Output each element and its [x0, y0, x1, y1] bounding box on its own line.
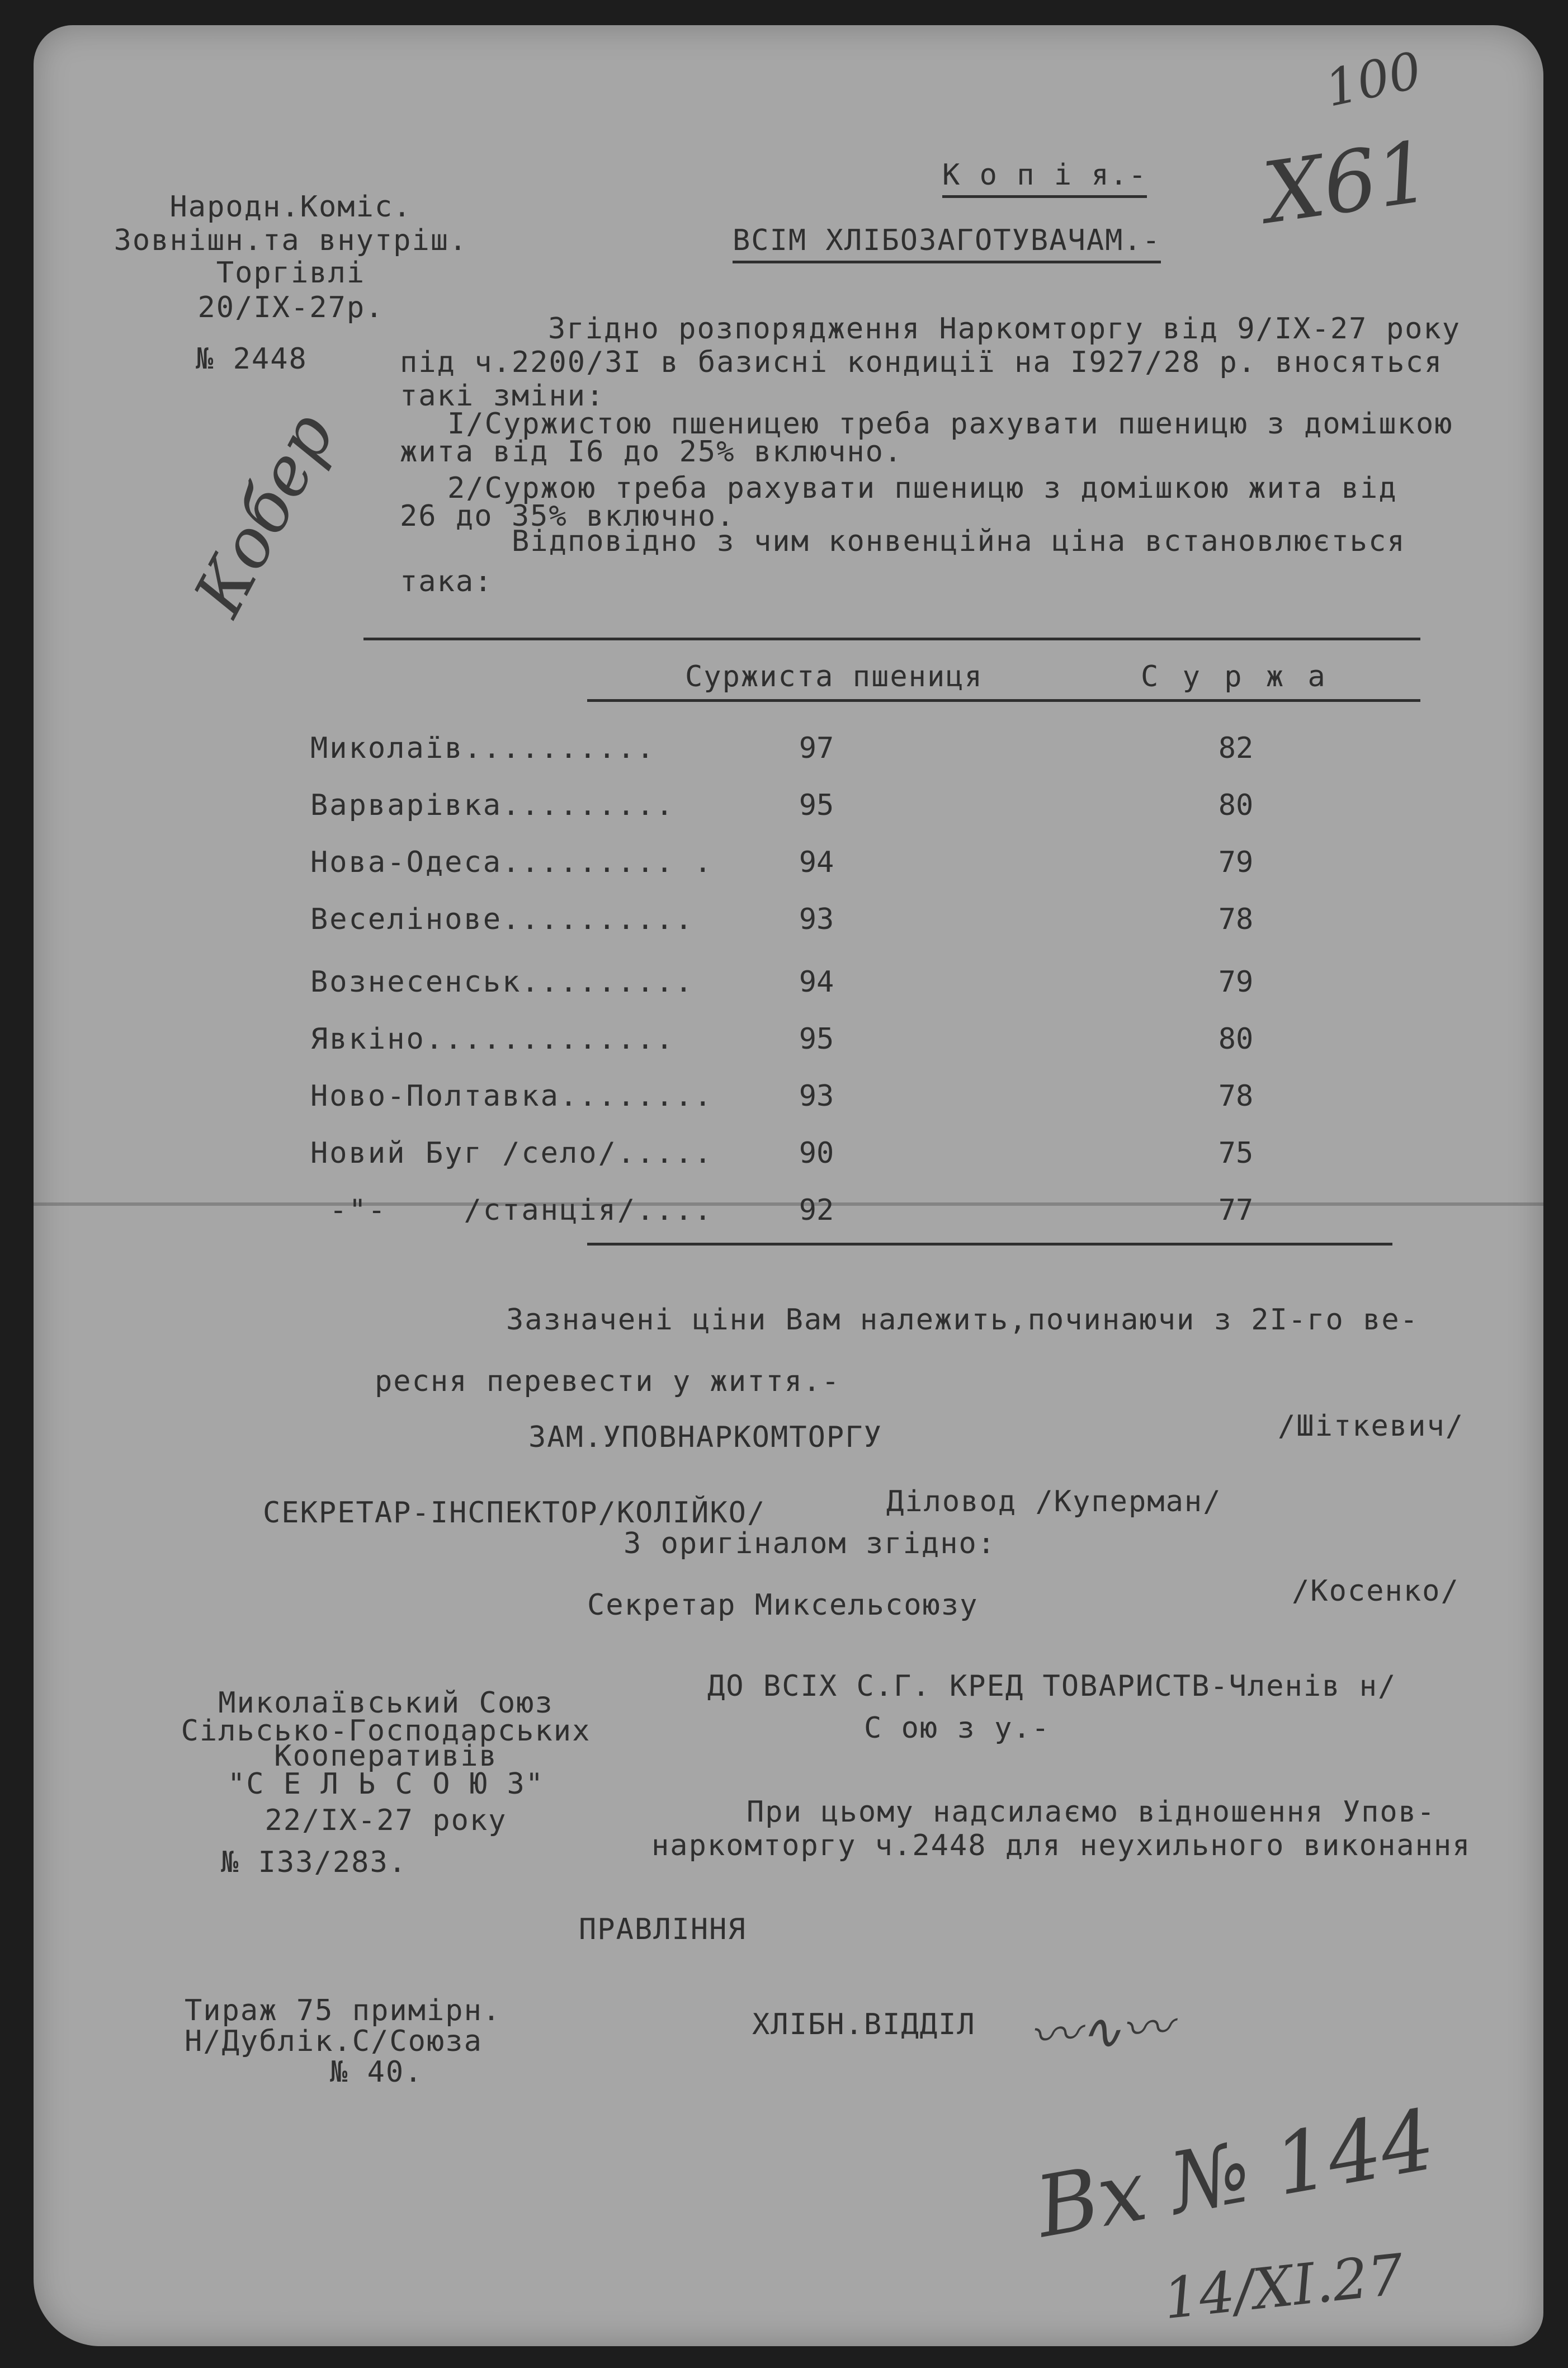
- union-line: Миколаївський Союз: [218, 1686, 554, 1720]
- table-row: [0, 965, 1568, 1004]
- table-row: [0, 1022, 1568, 1062]
- table-row: [0, 903, 1568, 942]
- union-line: 22/IX-27 року: [265, 1804, 507, 1837]
- surzha-price: 82: [1218, 732, 1254, 765]
- body-line: жита від I6 до 25% включно.: [400, 435, 903, 469]
- incoming-number-handwritten: Вх № 144: [1029, 2091, 1442, 2257]
- surzha-price: 77: [1218, 1194, 1254, 1227]
- table-header-rule: [587, 699, 1420, 702]
- place-name: Явкіно.............: [310, 1022, 675, 1056]
- body-line: 26 до 35% включно.: [400, 499, 735, 533]
- print-run: Тираж 75 примірн.: [185, 1994, 502, 2027]
- place-name: Нова-Одеса......... .: [310, 846, 714, 879]
- place-name: Варварівка.........: [310, 789, 675, 822]
- deputy-name: /Шіткевич/: [1278, 1409, 1465, 1443]
- table-row: [0, 1194, 1568, 1233]
- to-members-line: С ою з у.-: [864, 1711, 1051, 1745]
- union-line: Сільсько-Господарських: [181, 1714, 591, 1748]
- table-header-wheat: Суржиста пшениця: [685, 660, 983, 694]
- union-line: Кооперативів: [274, 1739, 498, 1773]
- body-line: Згідно розпорядження Наркомторгу від 9/IX-27 року: [548, 312, 1461, 346]
- place-name: Миколаїв..........: [310, 732, 656, 765]
- margin-note-handwritten: Кобер: [180, 400, 350, 628]
- table-row: [0, 1136, 1568, 1176]
- body-line: під ч.2200/3I в базисні кондиції на I927/28 р. вносяться: [400, 346, 1443, 379]
- wheat-price: 95: [799, 789, 834, 822]
- table-header-surzha: С у р ж а: [1141, 660, 1329, 694]
- surzha-price: 78: [1218, 903, 1254, 936]
- print-run: Н/Дублік.С/Союза: [185, 2025, 483, 2058]
- grain-dept-label: ХЛІБН.ВІДДІЛ: [752, 2008, 976, 2041]
- addressee-title: ВСІМ ХЛІБОЗАГОТУВАЧАМ.-: [733, 224, 1161, 257]
- place-name: Новий Буг /село/.....: [310, 1136, 714, 1170]
- signature: 〰∿〰: [1027, 1998, 1174, 2067]
- surzha-price: 80: [1218, 789, 1254, 822]
- issuer-line: Зовнішн.та внутріш.: [114, 224, 468, 257]
- body-line: така:: [400, 565, 493, 598]
- wheat-price: 95: [799, 1022, 834, 1056]
- copy-label: К о п і я.-: [942, 158, 1147, 192]
- original-note: З оригіналом згідно:: [624, 1527, 996, 1560]
- table-row: [0, 789, 1568, 828]
- table-row: [0, 1079, 1568, 1119]
- surzha-price: 79: [1218, 965, 1254, 999]
- body-line: такі зміни:: [400, 379, 605, 413]
- send-line: При цьому надсилаємо відношення Упов-: [747, 1795, 1436, 1829]
- place-name: Вознесенськ.........: [310, 965, 695, 999]
- print-run: № 40.: [330, 2055, 423, 2089]
- archive-mark-handwritten: Х61: [1258, 123, 1437, 243]
- place-name: -"- /станція/....: [310, 1194, 714, 1227]
- wheat-price: 90: [799, 1136, 834, 1170]
- deputy-title: ЗАМ.УПОВНАРКОМТОРГУ: [528, 1421, 882, 1454]
- body-line: I/Суржистою пшеницею треба рахувати пшеницю з домішкою: [447, 407, 1453, 441]
- closing-line: ресня перевести у життя.-: [375, 1365, 840, 1398]
- table-bottom-rule: [587, 1243, 1392, 1246]
- issuer-line: Народн.Коміс.: [169, 190, 412, 224]
- surzha-price: 78: [1218, 1079, 1254, 1113]
- body-line: Відповідно з чим конвенційна ціна встановлюється: [512, 525, 1406, 558]
- surzha-price: 79: [1218, 846, 1254, 879]
- table-row: [0, 732, 1568, 771]
- clerk: Діловод /Куперман/: [886, 1485, 1222, 1518]
- send-line: наркомторгу ч.2448 для неухильного виконання: [651, 1829, 1471, 1862]
- wheat-price: 92: [799, 1194, 834, 1227]
- wheat-price: 97: [799, 732, 834, 765]
- union-line: "С Е Л Ь С О Ю З": [227, 1767, 545, 1801]
- issuer-date: 20/IX-27р.: [197, 291, 384, 324]
- board-label: ПРАВЛІННЯ: [579, 1913, 747, 1946]
- incoming-date-handwritten: 14/XI.27: [1160, 2241, 1407, 2332]
- wheat-price: 93: [799, 903, 834, 936]
- union-number: № I33/283.: [221, 1846, 408, 1879]
- wheat-price: 94: [799, 846, 834, 879]
- document-number: № 2448: [196, 342, 308, 376]
- body-line: 2/Суржою треба рахувати пшеницю з домішкою жита від: [447, 471, 1397, 505]
- closing-line: Зазначені ціни Вам належить,починаючи з 2I-го ве-: [506, 1303, 1419, 1337]
- union-secretary: Секретар Миксельсоюзу: [587, 1588, 979, 1622]
- table-top-rule: [363, 638, 1420, 640]
- place-name: Ново-Полтавка........: [310, 1079, 714, 1113]
- to-members-line: ДО ВСІХ С.Г. КРЕД ТОВАРИСТВ-Членів н/: [707, 1669, 1397, 1703]
- secretary-inspector: СЕКРЕТАР-ІНСПЕКТОР/КОЛІЙКО/: [263, 1496, 766, 1530]
- issuer-line: Торгівлі: [216, 256, 366, 290]
- place-name: Веселінове..........: [310, 903, 695, 936]
- wheat-price: 93: [799, 1079, 834, 1113]
- union-secretary-name: /Косенко/: [1292, 1574, 1460, 1608]
- wheat-price: 94: [799, 965, 834, 999]
- table-row: [0, 846, 1568, 885]
- page-number-handwritten: 100: [1320, 41, 1427, 119]
- surzha-price: 75: [1218, 1136, 1254, 1170]
- surzha-price: 80: [1218, 1022, 1254, 1056]
